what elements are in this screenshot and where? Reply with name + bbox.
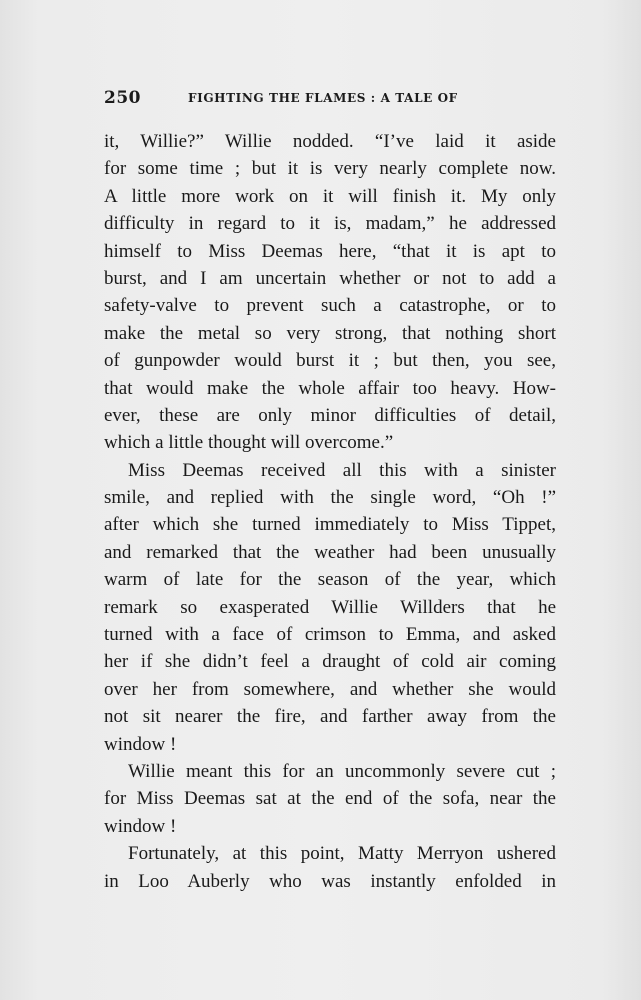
text-line: Fortunately, at this point, Matty Merryon ushered	[128, 843, 556, 865]
page-number: 250	[104, 88, 141, 108]
text-line: himself to Miss Deemas here, “that it is apt to	[104, 240, 556, 262]
text-line: her if she didn’t feel a draught of cold air coming	[104, 651, 556, 673]
text-line: warm of late for the season of the year, which	[104, 569, 556, 591]
text-line: that would make the whole affair too heavy. How-	[104, 377, 556, 399]
text-line: turned with a face of crimson to Emma, and asked	[104, 624, 556, 646]
text-line: window !	[104, 733, 177, 755]
text-line: which a little thought will overcome.”	[104, 432, 394, 454]
text-line: and remarked that the weather had been unusually	[104, 541, 556, 563]
text-line: difficulty in regard to it is, madam,” he addressed	[104, 213, 556, 235]
text-line: in Loo Auberly who was instantly enfolded in	[104, 870, 556, 892]
text-line: over her from somewhere, and whether she would	[104, 678, 556, 700]
text-line: make the metal so very strong, that nothing short	[104, 322, 556, 344]
text-line: safety-valve to prevent such a catastrophe, or to	[104, 295, 556, 317]
running-title: FIGHTING THE FLAMES : A TALE OF	[188, 91, 458, 105]
body-text	[104, 128, 556, 895]
text-line: Willie meant this for an uncommonly severe cut ;	[128, 760, 556, 782]
text-line: Miss Deemas received all this with a sinister	[128, 459, 556, 481]
text-line: ever, these are only minor difficulties of detail,	[104, 404, 556, 426]
text-line: burst, and I am uncertain whether or not to add a	[104, 267, 556, 289]
text-line: not sit nearer the fire, and farther away from the	[104, 706, 556, 728]
text-line: smile, and replied with the single word, “Oh !”	[104, 487, 556, 509]
text-line: for some time ; but it is very nearly complete now.	[104, 158, 556, 180]
text-line: window !	[104, 815, 177, 837]
text-line: A little more work on it will finish it. My only	[104, 185, 556, 207]
text-line: remark so exasperated Willie Willders that he	[104, 596, 556, 618]
text-line: it, Willie?” Willie nodded. “I’ve laid it aside	[104, 131, 556, 152]
text-line: after which she turned immediately to Miss Tippet,	[104, 514, 556, 536]
text-line: for Miss Deemas sat at the end of the sofa, near the	[104, 788, 556, 810]
running-head	[104, 88, 556, 112]
text-line: of gunpowder would burst it ; but then, you see,	[104, 350, 556, 372]
